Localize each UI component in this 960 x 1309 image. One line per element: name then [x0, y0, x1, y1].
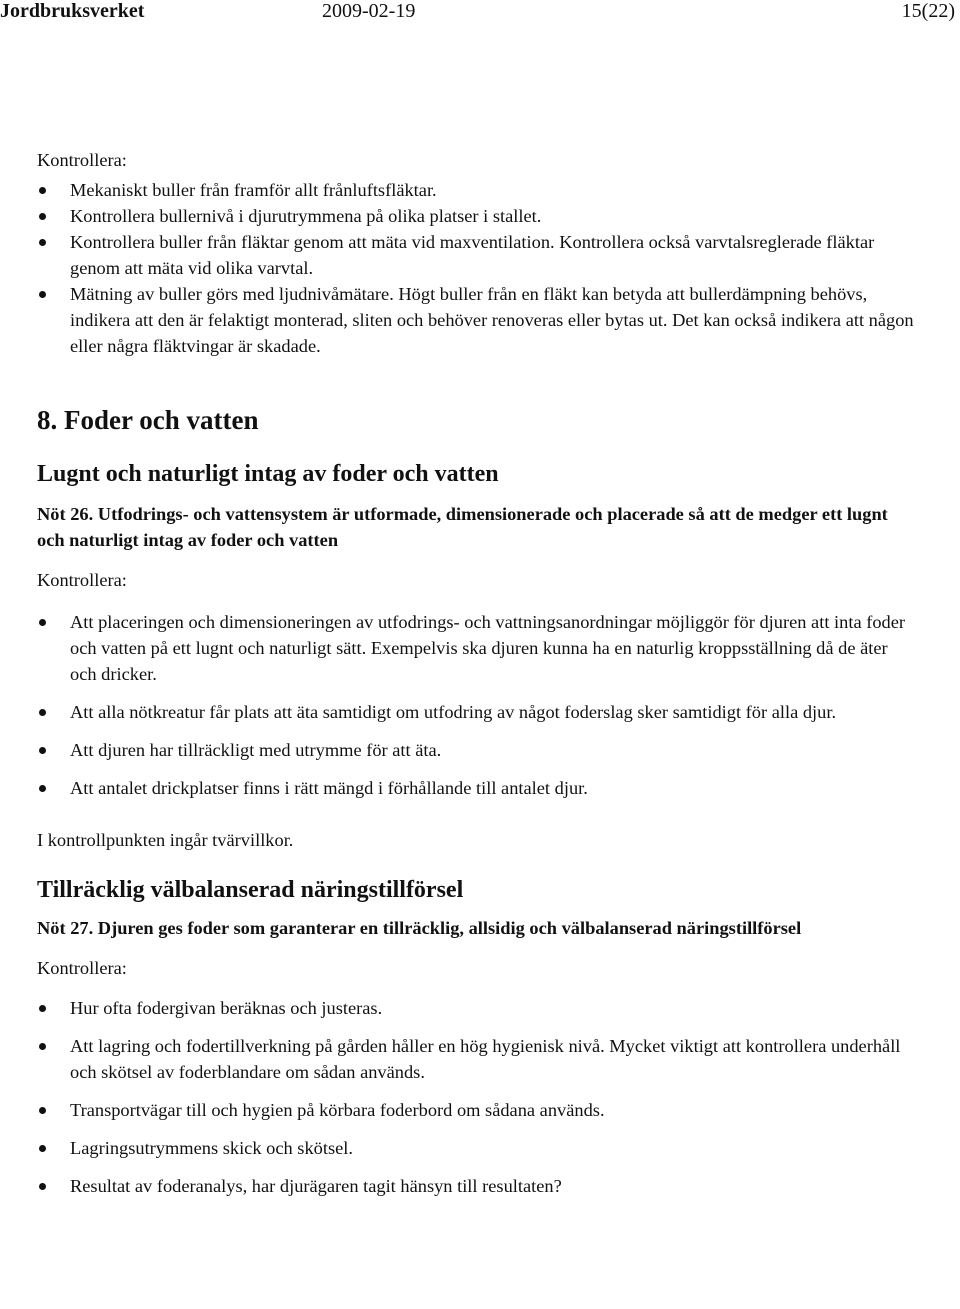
chapter-heading: 8. Foder och vatten — [37, 405, 259, 435]
noise-check-list — [37, 177, 917, 359]
check-label: Kontrollera: — [37, 570, 127, 590]
list-item: Att antalet drickplatser finns i rätt mängd i förhållande till antalet djur. — [37, 775, 917, 801]
subsection-heading: Lugnt och naturligt intag av foder och vatten — [37, 461, 499, 487]
feed-water-check-list — [37, 609, 917, 801]
list-item: Transportvägar till och hygien på körbara foderbord om sådana används. — [37, 1097, 917, 1123]
organization-name: Jordbruksverket — [0, 0, 145, 22]
cross-compliance-note: I kontrollpunkten ingår tvärvillkor. — [37, 830, 294, 850]
list-item: Lagringsutrymmens skick och skötsel. — [37, 1135, 917, 1161]
list-item: Mekaniskt buller från framför allt frånluftsfläktar. — [37, 177, 917, 203]
list-item: Att alla nötkreatur får plats att äta samtidigt om utfodring av något foderslag sker samtidigt för alla djur. — [37, 699, 917, 725]
check-label: Kontrollera: — [37, 958, 127, 978]
requirement-text: Nöt 26. Utfodrings- och vattensystem är utformade, dimensionerade och placerade så att de medger ett lugnt och naturligt intag av foder och vatten — [37, 504, 888, 550]
list-item: Att djuren har tillräckligt med utrymme för att äta. — [37, 737, 917, 763]
subsection-heading: Tillräcklig välbalanserad näringstillförsel — [37, 877, 464, 903]
list-item: Hur ofta fodergivan beräknas och justeras. — [37, 995, 917, 1021]
list-item: Kontrollera bullernivå i djurutrymmena på olika platser i stallet. — [37, 203, 917, 229]
list-item: Mätning av buller görs med ljudnivåmätare. Högt buller från en fläkt kan betyda att bullerdämpning behövs, indikera att den är felaktigt monterad, sliten och behöver renoveras eller bytas ut. Det kan också indikera att någon eller några fläktvingar är skadade. — [37, 281, 917, 359]
nutrition-check-list — [37, 995, 917, 1199]
document-body — [37, 147, 917, 1211]
list-item: Att lagring och fodertillverkning på gården håller en hög hygienisk nivå. Mycket viktigt att kontrollera underhåll och skötsel av foderblandare om sådan används. — [37, 1033, 917, 1085]
requirement-text: Nöt 27. Djuren ges foder som garanterar en tillräcklig, allsidig och välbalanserad näringstillförsel — [37, 918, 802, 938]
page-number: 15(22) — [901, 0, 955, 22]
check-label: Kontrollera: — [37, 150, 127, 170]
list-item: Att placeringen och dimensioneringen av utfodrings- och vattningsanordningar möjliggör för djuren att inta foder och vatten på ett lugnt och naturligt sätt. Exempelvis ska djuren kunna ha en naturlig kroppsställning då de äter och dricker. — [37, 609, 917, 687]
list-item: Kontrollera buller från fläktar genom att mäta vid maxventilation. Kontrollera också varvtalsreglerade fläktar genom att mäta vid olika varvtal. — [37, 229, 917, 281]
page-header — [0, 0, 960, 26]
document-date: 2009-02-19 — [322, 0, 416, 22]
list-item: Resultat av foderanalys, har djurägaren tagit hänsyn till resultaten? — [37, 1173, 917, 1199]
